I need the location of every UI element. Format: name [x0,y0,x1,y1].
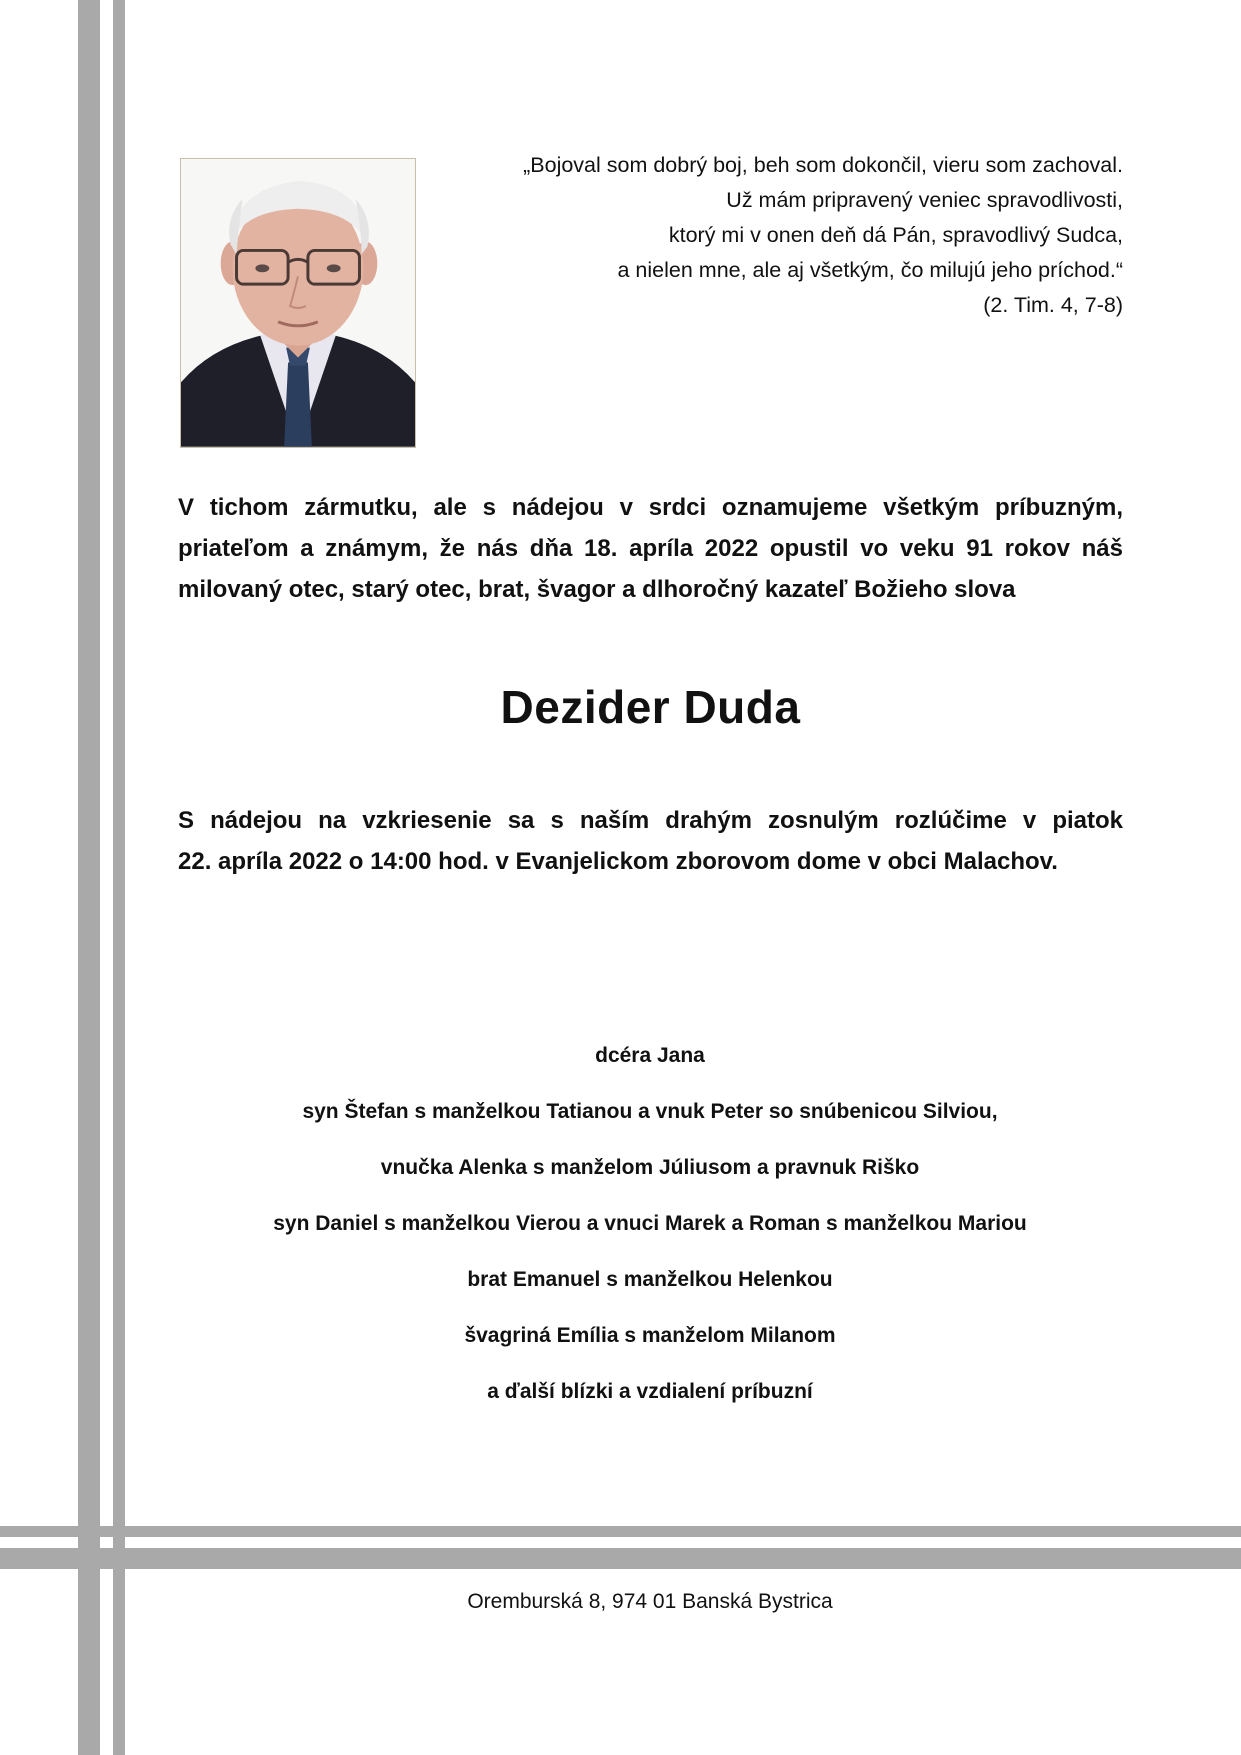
quote-citation: (2. Tim. 4, 7-8) [983,293,1123,317]
deceased-name: Dezider Duda [500,681,801,733]
vertical-border-bar-left [78,0,100,1755]
quote-line: Už mám pripravený veniec spravodlivosti, [726,188,1123,212]
announcement-line: priateľom a známym, že nás dňa 18. apríla 2022 opustil vo veku 91 rokov náš [178,535,1123,562]
farewell-line: 22. apríla 2022 o 14:00 hod. v Evanjelickom zborovom dome v obci Malachov. [178,848,1058,875]
mourner-entry: syn Daniel s manželkou Vierou a vnuci Marek a Roman s manželkou Mariou [273,1212,1027,1235]
farewell-line: S nádejou na vzkriesenie sa s naším drahým zosnulým rozlúčime v piatok [178,807,1123,834]
quote-line: ktorý mi v onen deň dá Pán, spravodlivý Sudca, [668,223,1123,247]
mourner-entry: a ďalší blízki a vzdialení príbuzní [487,1380,813,1403]
announcement-line: milovaný otec, starý otec, brat, švagor a dlhoročný kazateľ Božieho slova [178,576,1016,603]
mourner-entry: brat Emanuel s manželkou Helenkou [467,1268,833,1291]
horizontal-border-bar-bottom [0,1548,1241,1569]
quote-line: „Bojoval som dobrý boj, beh som dokončil, vieru som zachoval. [523,153,1123,177]
mourner-entry: dcéra Jana [595,1044,705,1067]
mourner-entry: vnučka Alenka s manželom Júliusom a pravnuk Riško [380,1156,920,1179]
portrait-photo [180,158,416,448]
horizontal-border-bar-top [0,1526,1241,1537]
quote-line: a nielen mne, ale aj všetkým, čo milujú jeho príchod.“ [617,258,1123,282]
announcement-line: V tichom zármutku, ale s nádejou v srdci oznamujeme všetkým príbuzným, [178,494,1123,521]
address-footer: Oremburská 8, 974 01 Banská Bystrica [467,1590,833,1613]
bible-quote [440,148,1123,323]
farewell-paragraph [178,800,1123,882]
mourner-entry: syn Štefan s manželkou Tatianou a vnuk Peter so snúbenicou Silviou, [302,1100,998,1123]
mourners-list [180,1028,1120,1420]
mourner-entry: švagriná Emília s manželom Milanom [464,1324,836,1347]
vertical-border-bar-right [113,0,125,1755]
announcement-paragraph [178,487,1123,610]
